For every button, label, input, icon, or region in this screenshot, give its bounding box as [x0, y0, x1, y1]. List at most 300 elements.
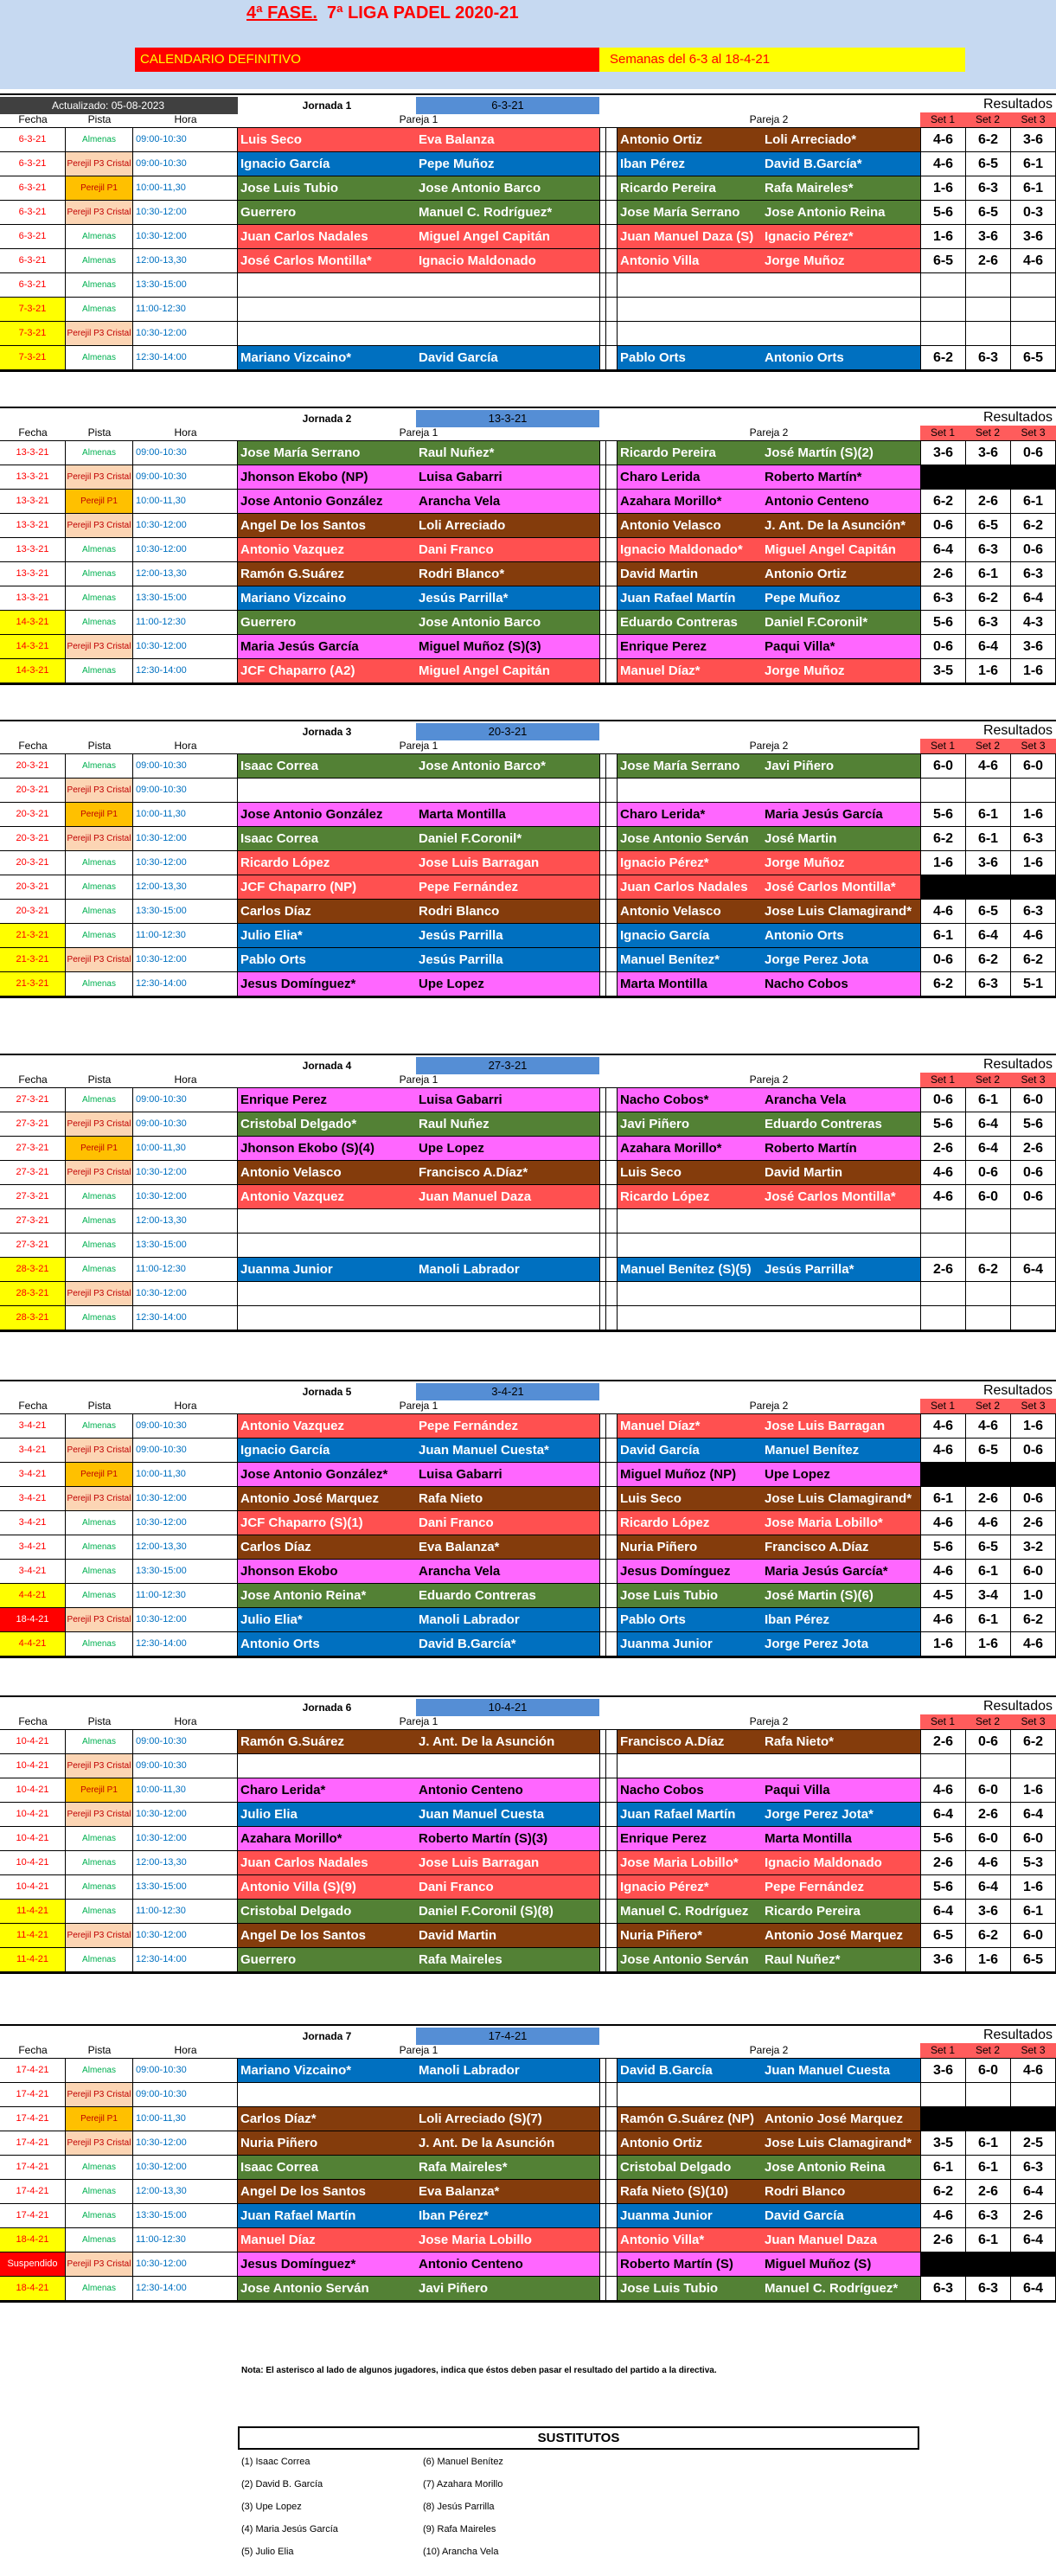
set3-score	[1010, 2083, 1056, 2106]
pair2-player-b	[762, 1282, 920, 1305]
set1-score	[920, 2083, 965, 2106]
match-date: 21-3-21	[0, 924, 66, 947]
header-pareja2: Pareja 2	[749, 1073, 789, 1086]
pair1-player-a: Julio Elia*	[238, 924, 416, 947]
pair2-player-b	[762, 298, 920, 321]
pair1-player-b: Jose Antonio Barco*	[416, 754, 599, 778]
match-court: Almenas	[66, 1875, 133, 1899]
set3-score: 6-1	[1010, 176, 1056, 200]
match-court: Almenas	[66, 346, 133, 369]
match-time: 10:30-12:00	[133, 948, 238, 971]
pair1-player-b: Jose Luis Barragan	[416, 1851, 599, 1874]
set2-score: 2-6	[965, 249, 1010, 272]
match-date: 13-3-21	[0, 562, 66, 586]
set1-score: 6-2	[920, 972, 965, 996]
match-time: 09:00-10:30	[133, 1730, 238, 1753]
jornada-label: Jornada 2	[302, 413, 352, 425]
set1-score: 6-1	[920, 2156, 965, 2179]
pair2-player-a: Manuel Benítez*	[618, 948, 762, 971]
match-row	[0, 2083, 1056, 2107]
pair1-player-b: Manuel C. Rodríguez*	[416, 201, 599, 224]
sustituto-item: (4) Maria Jesús García	[241, 2524, 338, 2534]
match-court: Almenas	[66, 2180, 133, 2203]
match-time: 10:30-12:00	[133, 1827, 238, 1850]
set3-score: 5-1	[1010, 972, 1056, 996]
pair1-player-a: Angel De los Santos	[238, 2180, 416, 2203]
set3-score	[1010, 2252, 1056, 2276]
set1-score: 6-3	[920, 586, 965, 610]
set2-score	[965, 875, 1010, 899]
column-separator	[606, 1608, 618, 1631]
column-separator	[606, 465, 618, 489]
pair2-player-a: Charo Lerida	[618, 465, 762, 489]
pair1-player-a: Juan Carlos Nadales	[238, 225, 416, 248]
set1-score: 6-1	[920, 1487, 965, 1510]
match-time: 10:00-11,30	[133, 176, 238, 200]
column-separator	[606, 2180, 618, 2203]
match-court: Perejil P3 Cristal	[66, 1487, 133, 1510]
pair1-player-a	[238, 1282, 416, 1305]
header-set3: Set 3	[1010, 1073, 1056, 1087]
pair2-player-b: Juan Manuel Cuesta	[762, 2059, 920, 2082]
column-separator	[599, 1511, 606, 1535]
set3-score: 6-3	[1010, 827, 1056, 850]
match-time: 10:30-12:00	[133, 322, 238, 345]
set2-score	[965, 2252, 1010, 2276]
set3-score: 6-1	[1010, 1900, 1056, 1923]
match-row	[0, 1306, 1056, 1330]
match-court: Perejil P3 Cristal	[66, 2131, 133, 2155]
set3-score	[1010, 1754, 1056, 1778]
pair1-player-b: Francisco A.Díaz*	[416, 1161, 599, 1184]
column-separator	[599, 972, 606, 996]
pair1-player-b: Raul Nuñez*	[416, 441, 599, 465]
pair1-player-a	[238, 322, 416, 345]
column-separator	[606, 2107, 618, 2131]
match-row	[0, 827, 1056, 851]
results-label: Resultados	[982, 2028, 1053, 2042]
set3-score: 6-2	[1010, 1608, 1056, 1631]
match-date: 11-4-21	[0, 1948, 66, 1971]
pair2-player-a: Juan Rafael Martín	[618, 586, 762, 610]
set3-score	[1010, 875, 1056, 899]
set1-score: 2-6	[920, 562, 965, 586]
pair1-player-b: David B.García*	[416, 1632, 599, 1656]
pair2-player-a: David Martin	[618, 562, 762, 586]
column-separator	[599, 176, 606, 200]
set3-score: 2-5	[1010, 2131, 1056, 2155]
sustituto-item: (9) Rafa Maireles	[423, 2524, 496, 2534]
column-separator	[599, 900, 606, 923]
match-time: 12:30-14:00	[133, 346, 238, 369]
column-separator	[606, 586, 618, 610]
pair1-player-b: David García	[416, 346, 599, 369]
set1-score: 6-2	[920, 346, 965, 369]
pair2-player-b: Antonio José Marquez	[762, 1924, 920, 1947]
pair2-player-a: Charo Lerida*	[618, 803, 762, 826]
match-date: 21-3-21	[0, 948, 66, 971]
jornada-bottom-border	[0, 996, 1056, 998]
match-time: 10:30-12:00	[133, 2131, 238, 2155]
pair2-player-a: Cristobal Delgado	[618, 2156, 762, 2179]
pair2-player-b: Loli Arreciado*	[762, 128, 920, 151]
match-court: Almenas	[66, 1234, 133, 1257]
pair2-player-a: Nuria Piñero	[618, 1535, 762, 1559]
set3-score	[1010, 298, 1056, 321]
match-time: 12:00-13,30	[133, 1535, 238, 1559]
jornada-header	[0, 1380, 1056, 1400]
match-row	[0, 875, 1056, 900]
match-time: 10:30-12:00	[133, 1161, 238, 1184]
set1-score: 5-6	[920, 1112, 965, 1136]
column-separator	[606, 1803, 618, 1826]
header-set2: Set 2	[965, 1714, 1010, 1729]
column-separator	[606, 562, 618, 586]
match-time: 11:00-12:30	[133, 924, 238, 947]
match-date: 3-4-21	[0, 1535, 66, 1559]
match-date: 11-4-21	[0, 1900, 66, 1923]
set3-score	[1010, 1234, 1056, 1257]
sustituto-item: (5) Julio Elia	[241, 2547, 294, 2557]
set1-score: 2-6	[920, 2228, 965, 2252]
column-separator	[599, 659, 606, 682]
match-court: Perejil P3 Cristal	[66, 2083, 133, 2106]
jornada-label: Jornada 4	[302, 1060, 352, 1072]
column-separator	[606, 1875, 618, 1899]
match-time: 12:30-14:00	[133, 972, 238, 996]
column-separator	[606, 948, 618, 971]
match-time: 10:00-11,30	[133, 1463, 238, 1486]
pair2-player-b: José Martin	[762, 827, 920, 850]
pair1-player-b: Luisa Gabarri	[416, 1463, 599, 1486]
header-hora: Hora	[174, 426, 197, 439]
pair1-player-b: Luisa Gabarri	[416, 1088, 599, 1112]
match-court: Almenas	[66, 562, 133, 586]
column-separator	[606, 2156, 618, 2179]
header-fecha: Fecha	[18, 1715, 48, 1727]
pair1-player-a: JCF Chaparro (NP)	[238, 875, 416, 899]
pair2-player-a: Manuel Díaz*	[618, 659, 762, 682]
match-time: 12:00-13,30	[133, 562, 238, 586]
header-pista: Pista	[87, 1715, 112, 1727]
set2-score: 4-6	[965, 1511, 1010, 1535]
column-separator	[606, 1161, 618, 1184]
column-separator	[606, 1258, 618, 1281]
pair1-player-b: Jesús Parrilla	[416, 948, 599, 971]
pair2-player-a: Manuel Díaz*	[618, 1414, 762, 1438]
set3-score: 4-6	[1010, 2059, 1056, 2082]
header-set2: Set 2	[965, 1073, 1010, 1087]
match-court: Almenas	[66, 611, 133, 634]
match-row	[0, 1112, 1056, 1137]
set1-score: 3-6	[920, 2059, 965, 2082]
set3-score: 6-3	[1010, 2156, 1056, 2179]
header-set1: Set 1	[920, 1714, 965, 1729]
set2-score: 6-5	[965, 152, 1010, 176]
column-separator	[606, 1851, 618, 1874]
pair2-player-b: José Martín (S)(2)	[762, 441, 920, 465]
set3-score: 6-1	[1010, 152, 1056, 176]
pair2-player-b: Rafa Nieto*	[762, 1730, 920, 1753]
column-separator	[599, 1209, 606, 1233]
match-time: 12:00-13,30	[133, 1209, 238, 1233]
pair2-player-b: Upe Lopez	[762, 1463, 920, 1486]
pair1-player-b: Pepe Fernández	[416, 1414, 599, 1438]
column-separator	[606, 1560, 618, 1583]
pair1-player-a: Antonio Vazquez	[238, 1414, 416, 1438]
set1-score: 6-4	[920, 538, 965, 561]
pair1-player-b: Javi Piñero	[416, 2277, 599, 2300]
match-date: 27-3-21	[0, 1161, 66, 1184]
pair1-player-a: Jesus Domínguez*	[238, 972, 416, 996]
set1-score: 6-4	[920, 1803, 965, 1826]
set2-score: 6-1	[965, 1088, 1010, 1112]
set1-score	[920, 2252, 965, 2276]
set1-score: 5-6	[920, 1535, 965, 1559]
header-set1: Set 1	[920, 739, 965, 753]
pair2-player-a: Jose Maria Lobillo*	[618, 1851, 762, 1874]
match-time: 12:00-13,30	[133, 1851, 238, 1874]
pair1-player-a	[238, 273, 416, 297]
set3-score: 0-6	[1010, 538, 1056, 561]
match-court: Almenas	[66, 1851, 133, 1874]
column-separator	[606, 2228, 618, 2252]
set3-score	[1010, 322, 1056, 345]
sustitutos-title: SUSTITUTOS	[238, 2426, 919, 2450]
pair2-player-b	[762, 779, 920, 802]
match-time: 13:30-15:00	[133, 2204, 238, 2227]
pair2-player-a: Ignacio Pérez*	[618, 1875, 762, 1899]
pair1-player-b: J. Ant. De la Asunción	[416, 1730, 599, 1753]
pair2-player-b: Jorge Muñoz	[762, 659, 920, 682]
pair2-player-b: Ignacio Pérez*	[762, 225, 920, 248]
set2-score: 1-6	[965, 659, 1010, 682]
pair1-player-a: Ramón G.Suárez	[238, 562, 416, 586]
column-separator	[606, 441, 618, 465]
set3-score: 4-6	[1010, 1632, 1056, 1656]
pair2-player-b	[762, 322, 920, 345]
set2-score: 6-1	[965, 2131, 1010, 2155]
header-pareja2: Pareja 2	[749, 113, 789, 125]
pair2-player-b: José Carlos Montilla*	[762, 875, 920, 899]
pair1-player-a	[238, 779, 416, 802]
pair1-player-b	[416, 1234, 599, 1257]
header-set3: Set 3	[1010, 2043, 1056, 2058]
match-time: 12:30-14:00	[133, 1306, 238, 1330]
pair1-player-b: Loli Arreciado	[416, 514, 599, 537]
column-separator	[606, 2059, 618, 2082]
pair2-player-a: Azahara Morillo*	[618, 1137, 762, 1160]
set2-score: 6-3	[965, 538, 1010, 561]
pair2-player-a	[618, 1209, 762, 1233]
pair1-player-b: Arancha Vela	[416, 1560, 599, 1583]
match-date: 27-3-21	[0, 1088, 66, 1112]
set3-score: 1-6	[1010, 1414, 1056, 1438]
match-date: 3-4-21	[0, 1414, 66, 1438]
pair2-player-a: Ramón G.Suárez (NP)	[618, 2107, 762, 2131]
match-date: 3-4-21	[0, 1463, 66, 1486]
pair1-player-a: JCF Chaparro (S)(1)	[238, 1511, 416, 1535]
column-separator	[599, 2277, 606, 2300]
pair1-player-a: JCF Chaparro (A2)	[238, 659, 416, 682]
pair2-player-b: Jorge Muñoz	[762, 249, 920, 272]
pair1-player-a: Jose Luis Tubio	[238, 176, 416, 200]
pair1-player-b: Eduardo Contreras	[416, 1584, 599, 1607]
pair2-player-b: Jose Luis Clamagirand*	[762, 2131, 920, 2155]
set1-score: 6-3	[920, 2277, 965, 2300]
set3-score: 5-3	[1010, 1851, 1056, 1874]
match-time: 12:30-14:00	[133, 1948, 238, 1971]
match-row	[0, 1161, 1056, 1185]
column-separator	[606, 779, 618, 802]
set1-score: 6-5	[920, 1924, 965, 1947]
pair1-player-b: Eva Balanza*	[416, 2180, 599, 2203]
match-row	[0, 2059, 1056, 2083]
pair1-player-a: Mariano Vizcaino*	[238, 346, 416, 369]
match-date: 17-4-21	[0, 2180, 66, 2203]
match-court: Almenas	[66, 1730, 133, 1753]
header-fecha: Fecha	[18, 1400, 48, 1412]
pair2-player-a: Luis Seco	[618, 1161, 762, 1184]
match-date: 20-3-21	[0, 900, 66, 923]
match-date: 13-3-21	[0, 490, 66, 513]
match-court: Almenas	[66, 2156, 133, 2179]
match-court: Perejil P3 Cristal	[66, 1608, 133, 1631]
set1-score: 2-6	[920, 1730, 965, 1753]
jornada-header	[0, 1695, 1056, 1716]
match-date: 13-3-21	[0, 514, 66, 537]
pair2-player-a: Azahara Morillo*	[618, 490, 762, 513]
match-court: Almenas	[66, 1900, 133, 1923]
pair2-player-a: Jose Luis Tubio	[618, 1584, 762, 1607]
pair1-player-a: Enrique Perez	[238, 1088, 416, 1112]
pair1-player-b: Rodri Blanco*	[416, 562, 599, 586]
set1-score: 6-4	[920, 1900, 965, 1923]
header-hora: Hora	[174, 1073, 197, 1086]
set3-score: 0-6	[1010, 1439, 1056, 1462]
match-row	[0, 1414, 1056, 1439]
column-separator	[599, 1414, 606, 1438]
column-separator	[606, 1185, 618, 1208]
set1-score: 5-6	[920, 803, 965, 826]
match-date: 20-3-21	[0, 803, 66, 826]
pair2-player-b: Javi Piñero	[762, 754, 920, 778]
set2-score: 2-6	[965, 1487, 1010, 1510]
set1-score: 4-6	[920, 1439, 965, 1462]
pair2-player-a: Juan Rafael Martín	[618, 1803, 762, 1826]
column-separator	[606, 128, 618, 151]
pair1-player-a: Isaac Correa	[238, 2156, 416, 2179]
pair2-player-b: Arancha Vela	[762, 1088, 920, 1112]
pair2-player-a: Manuel C. Rodríguez	[618, 1900, 762, 1923]
set3-score: 6-4	[1010, 1803, 1056, 1826]
pair1-player-a: Guerrero	[238, 611, 416, 634]
match-date: 27-3-21	[0, 1209, 66, 1233]
column-separator	[606, 1439, 618, 1462]
pair2-player-a: Ricardo López	[618, 1185, 762, 1208]
pair2-player-a: Antonio Villa	[618, 249, 762, 272]
pair1-player-a: Antonio Villa (S)(9)	[238, 1875, 416, 1899]
match-court: Perejil P3 Cristal	[66, 1754, 133, 1778]
set1-score	[920, 1306, 965, 1330]
match-time: 13:30-15:00	[133, 1875, 238, 1899]
match-court: Almenas	[66, 1632, 133, 1656]
column-separator	[599, 1258, 606, 1281]
set1-score: 6-2	[920, 827, 965, 850]
column-separator	[599, 1778, 606, 1802]
match-date: 20-3-21	[0, 779, 66, 802]
column-separator	[599, 249, 606, 272]
match-row	[0, 2252, 1056, 2277]
match-court: Perejil P3 Cristal	[66, 322, 133, 345]
match-row	[0, 1948, 1056, 1972]
pair1-player-a: Ricardo López	[238, 851, 416, 875]
match-court: Almenas	[66, 1948, 133, 1971]
match-time: 10:30-12:00	[133, 851, 238, 875]
jornada-bottom-border	[0, 1330, 1056, 1332]
set2-score: 6-5	[965, 514, 1010, 537]
pair1-player-b: Upe Lopez	[416, 1137, 599, 1160]
set2-score: 3-6	[965, 225, 1010, 248]
jornada-bottom-border	[0, 1972, 1056, 1974]
pair2-player-b: Miguel Angel Capitán	[762, 538, 920, 561]
pair1-player-b	[416, 2083, 599, 2106]
set1-score: 5-6	[920, 1827, 965, 1850]
match-court: Perejil P3 Cristal	[66, 2252, 133, 2276]
set2-score: 6-2	[965, 586, 1010, 610]
header-hora: Hora	[174, 1715, 197, 1727]
column-separator	[599, 827, 606, 850]
column-separator	[606, 152, 618, 176]
header-fecha: Fecha	[18, 1073, 48, 1086]
pair2-player-a: Manuel Benítez (S)(5)	[618, 1258, 762, 1281]
pair1-player-b: Eva Balanza*	[416, 1535, 599, 1559]
set3-score: 3-6	[1010, 635, 1056, 658]
set2-score: 6-2	[965, 948, 1010, 971]
set1-score: 4-6	[920, 1511, 965, 1535]
header-pista: Pista	[87, 740, 112, 752]
pair1-player-a: Cristobal Delgado	[238, 1900, 416, 1923]
pair2-player-a: Nacho Cobos	[618, 1778, 762, 1802]
match-court: Perejil P1	[66, 1463, 133, 1486]
pair2-player-b: Paqui Villa*	[762, 635, 920, 658]
pair2-player-a: Antonio Velasco	[618, 514, 762, 537]
pair2-player-a: Pablo Orts	[618, 346, 762, 369]
column-separator	[606, 1234, 618, 1257]
set3-score	[1010, 1209, 1056, 1233]
match-row	[0, 322, 1056, 346]
match-court: Almenas	[66, 1584, 133, 1607]
match-row	[0, 176, 1056, 201]
match-time: 12:00-13,30	[133, 249, 238, 272]
set1-score: 4-6	[920, 1608, 965, 1631]
column-separator	[606, 1584, 618, 1607]
match-time: 10:30-12:00	[133, 635, 238, 658]
match-court: Almenas	[66, 1185, 133, 1208]
pair2-player-b: Paqui Villa	[762, 1778, 920, 1802]
pair2-player-b: David Martin	[762, 1161, 920, 1184]
set1-score: 2-6	[920, 1258, 965, 1281]
column-separator	[599, 948, 606, 971]
pair2-player-a: Juan Manuel Daza (S)	[618, 225, 762, 248]
pair2-player-a: Jose Antonio Serván	[618, 1948, 762, 1971]
set2-score	[965, 1306, 1010, 1330]
match-row	[0, 1439, 1056, 1463]
pair2-player-a: Enrique Perez	[618, 635, 762, 658]
column-separator	[606, 176, 618, 200]
set1-score: 5-6	[920, 201, 965, 224]
set3-score	[1010, 1282, 1056, 1305]
